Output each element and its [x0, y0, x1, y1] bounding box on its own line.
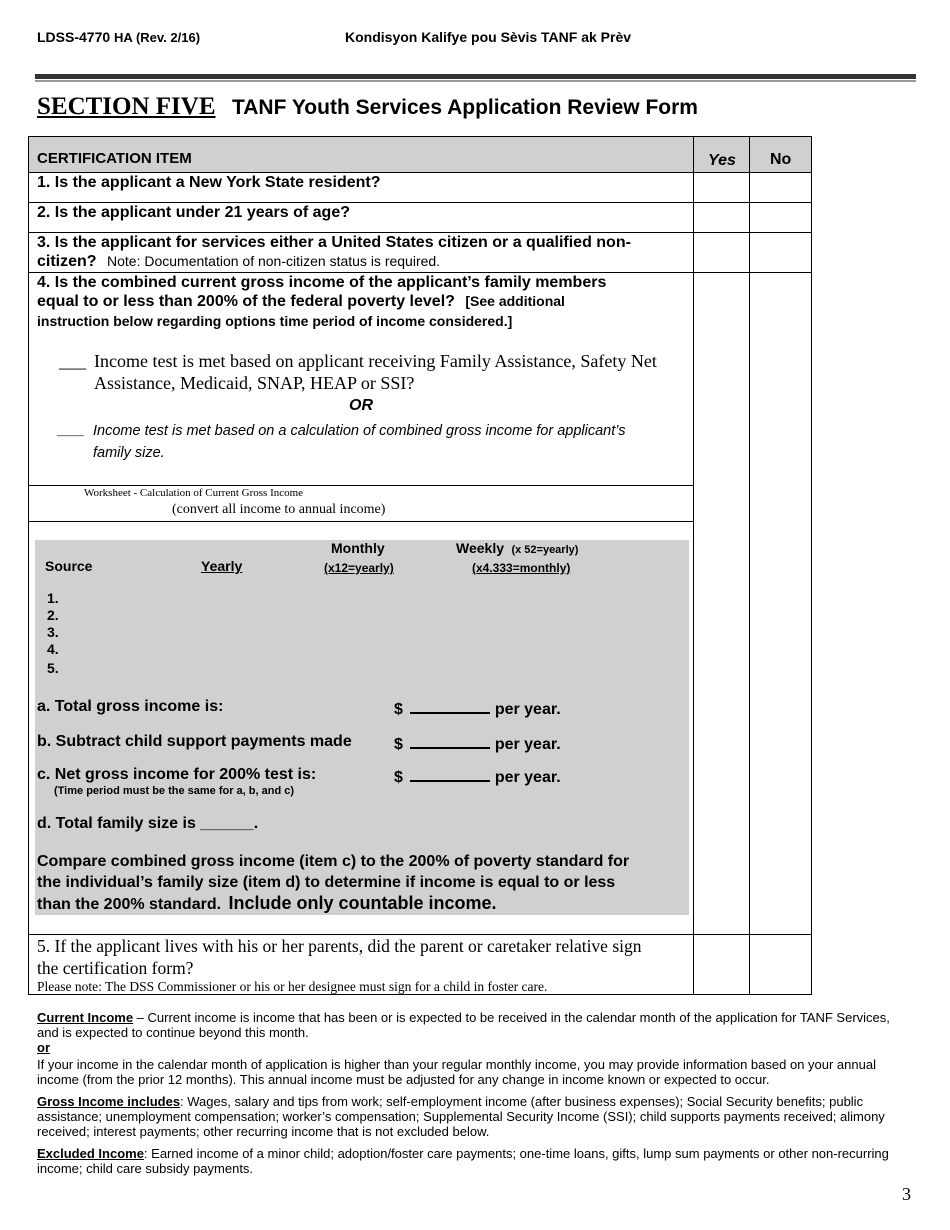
dollar-sign: $	[394, 769, 403, 786]
question-4-line2	[37, 293, 565, 311]
worksheet-row-1: 1.	[47, 590, 59, 606]
net-gross-income-input[interactable]	[410, 766, 490, 782]
section-title: TANF Youth Services Application Review Form	[231, 96, 698, 119]
question-3-cont	[37, 253, 440, 271]
total-gross-income-label: a. Total gross income is:	[37, 698, 224, 715]
question-4-line2-text: equal to or less than 200% of the federal poverty level?	[37, 293, 455, 310]
worksheet-col-weekly-label: Weekly	[456, 540, 504, 556]
worksheet-col-monthly-sub: (x12=yearly)	[324, 561, 394, 575]
dollar-sign: $	[394, 701, 403, 718]
question-3-note: Note: Documentation of non-citizen status is required.	[107, 253, 441, 269]
worksheet-col-monthly: Monthly	[331, 540, 385, 556]
gross-income-label: Gross Income includes	[37, 1094, 181, 1109]
worksheet-subtitle: (convert all income to annual income)	[172, 502, 386, 517]
question-4-line2-bracket: [See additional	[465, 293, 565, 309]
worksheet-row-2: 2.	[47, 607, 59, 623]
time-period-note: (Time period must be the same for a, b, and c)	[54, 785, 295, 797]
form-code	[37, 29, 200, 45]
dollar-sign: $	[394, 736, 403, 753]
col-header-yes: Yes	[708, 152, 736, 169]
worksheet-row-3: 3.	[47, 624, 59, 640]
question-5-line2: the certification form?	[37, 958, 194, 978]
excluded-income-text: : Earned income of a minor child; adoption/foster care payments; one-time loans, gifts, lump sum payments or other non-recurring income; child care subsidy payments.	[37, 1146, 889, 1176]
option-2-line2: family size.	[93, 445, 165, 461]
net-gross-income-label: c. Net gross income for 200% test is:	[37, 766, 317, 783]
row-divider	[29, 272, 811, 273]
header-rule-thin	[35, 80, 916, 82]
worksheet-col-weekly	[456, 540, 578, 558]
option-1-blank[interactable]: ___	[59, 351, 86, 371]
question-3: 3. Is the applicant for services either a United States citizen or a qualified non-	[37, 234, 631, 251]
question-4-line1: 4. Is the combined current gross income of the applicant’s family members	[37, 274, 607, 291]
worksheet-col-yearly: Yearly	[201, 558, 243, 574]
or-label: or	[37, 1040, 50, 1055]
or-separator: OR	[349, 397, 373, 414]
current-income-note	[37, 1010, 907, 1040]
compare-line-3-emphasis: Include only countable income.	[228, 893, 497, 913]
worksheet-row-4: 4.	[47, 641, 59, 657]
row-divider	[29, 172, 811, 173]
form-code-number: LDSS-4770	[37, 29, 111, 45]
col-divider-no	[749, 137, 750, 994]
per-year-label: per year.	[494, 701, 561, 718]
question-5-note: Please note: The DSS Commissioner or his or her designee must sign for a child in foster care.	[37, 979, 548, 994]
current-income-label: Current Income	[37, 1010, 134, 1025]
question-1: 1. Is the applicant a New York State resident?	[37, 174, 381, 191]
compare-line-1: Compare combined gross income (item c) to the 200% of poverty standard for	[37, 853, 630, 870]
row-divider	[29, 934, 811, 935]
form-revision: HA (Rev. 2/16)	[114, 30, 201, 45]
option-1-line2: Assistance, Medicaid, SNAP, HEAP or SSI?	[94, 373, 415, 393]
family-size-label[interactable]: d. Total family size is ______.	[37, 815, 259, 832]
worksheet-divider	[29, 521, 693, 522]
certification-table	[28, 136, 812, 995]
per-year-label: per year.	[494, 736, 561, 753]
total-gross-income-field	[394, 698, 561, 719]
page-number: 3	[902, 1184, 911, 1204]
worksheet-col-source: Source	[45, 558, 93, 574]
excluded-income-note	[37, 1146, 907, 1176]
compare-line-2: the individual’s family size (item d) to determine if income is equal to or less	[37, 874, 616, 891]
compare-line-3: than the 200% standard. Include only countable income.	[37, 893, 497, 913]
annual-income-note: If your income in the calendar month of application is higher than your regular monthly income, you may provide information based on your annual income (from the prior 12 months). This annual income must be adjusted for any change in income known or expected to occur.	[37, 1057, 876, 1087]
compare-line-3-text: than the 200% standard	[37, 896, 217, 913]
current-income-text: – Current income is income that has been or is expected to be received in the calendar month of the application for TANF Services, and is expected to continue beyond this month.	[37, 1010, 890, 1040]
option-1-line1: Income test is met based on applicant receiving Family Assistance, Safety Net	[94, 351, 657, 371]
col-header-no: No	[770, 151, 792, 168]
question-4-line3: instruction below regarding options time period of income considered.]	[37, 313, 513, 329]
question-3-line2: citizen?	[37, 253, 97, 270]
gross-income-note	[37, 1094, 907, 1139]
excluded-income-label: Excluded Income	[37, 1146, 144, 1161]
section-label: SECTION FIVE	[37, 93, 216, 120]
child-support-input[interactable]	[410, 733, 490, 749]
section-heading	[37, 93, 698, 121]
header-rule	[35, 74, 916, 79]
option-2-blank[interactable]: ___	[57, 421, 84, 438]
total-gross-income-input[interactable]	[410, 698, 490, 714]
row-divider	[29, 202, 811, 203]
question-5-line1: 5. If the applicant lives with his or her parents, did the parent or caretaker relative sign	[37, 936, 642, 956]
per-year-label: per year.	[494, 769, 561, 786]
worksheet-col-weekly-sub: (x4.333=monthly)	[472, 561, 571, 575]
child-support-field	[394, 733, 561, 754]
worksheet-title: Worksheet - Calculation of Current Gross Income	[84, 487, 304, 499]
worksheet-divider	[29, 485, 693, 486]
child-support-label: b. Subtract child support payments made	[37, 733, 352, 750]
option-2-line1: Income test is met based on a calculation of combined gross income for applicant’s	[93, 423, 626, 439]
col-header-item: CERTIFICATION ITEM	[37, 150, 192, 167]
net-gross-income-field	[394, 766, 561, 787]
worksheet-row-5: 5.	[47, 660, 59, 676]
form-header-title: Kondisyon Kalifye pou Sèvis TANF ak Prèv	[345, 29, 632, 45]
gross-income-text: : Wages, salary and tips from work; self-employment income (after business expenses); Social Security benefits; public assistance; unemployment compensation; worker’s compensation; Supplemental Security Income (SSI); child supports payments received; alimony received; interest payments; other recurring income that is not excluded below.	[37, 1094, 885, 1139]
col-divider-yes	[693, 137, 694, 994]
worksheet-col-weekly-note: (x 52=yearly)	[511, 544, 579, 556]
row-divider	[29, 232, 811, 233]
question-2: 2. Is the applicant under 21 years of age?	[37, 204, 350, 221]
